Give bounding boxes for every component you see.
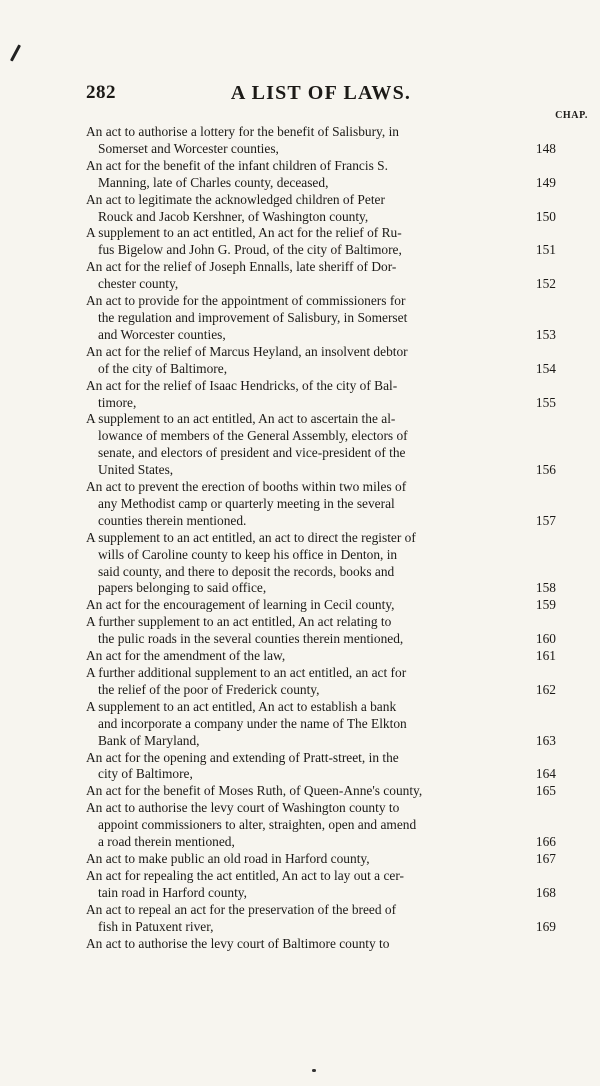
law-entry — [86, 377, 556, 412]
law-entry-continuation: appoint commissioners to alter, straighten, open and amend — [98, 817, 417, 833]
law-entry-continuation: and incorporate a company under the name of The Elkton — [98, 715, 407, 731]
law-entry — [86, 479, 556, 530]
law-entry-continuation: chester county, — [98, 276, 179, 292]
law-entry-text: An act to make public an old road in Harford county, — [86, 850, 370, 866]
chapter-number: 167 — [535, 850, 556, 866]
law-entry — [86, 529, 556, 598]
chapter-number: 161 — [535, 648, 556, 664]
law-entry — [86, 936, 546, 953]
chapter-number: 149 — [535, 174, 556, 190]
page-header — [86, 82, 556, 108]
law-entry-continuation: Bank of Maryland, — [98, 732, 200, 748]
law-entry — [86, 343, 556, 378]
law-entry — [86, 225, 556, 259]
law-entry-text: An act to authorise the levy court of Baltimore county to — [86, 935, 390, 951]
law-entry-text: An act for the benefit of the infant children of Francis S. — [86, 157, 388, 173]
law-entry — [86, 293, 556, 344]
law-entry-continuation: fus Bigelow and John G. Proud, of the city of Baltimore, — [98, 242, 402, 258]
law-entry-text: A further supplement to an act entitled, An act relating to — [86, 614, 392, 630]
law-entry-continuation: counties therein mentioned. — [98, 512, 247, 528]
law-entry-text: An act for the encouragement of learning in Cecil county, — [86, 597, 395, 613]
chapter-number: 154 — [535, 360, 556, 376]
law-entry-text: A supplement to an act entitled, An act to establish a bank — [86, 698, 397, 714]
chapter-number: 158 — [535, 580, 556, 596]
chapter-number: 162 — [535, 681, 556, 697]
law-entry-text: An act for the opening and extending of Pratt-street, in the — [86, 749, 399, 765]
law-entry-text: An act to authorise the levy court of Washington county to — [86, 800, 400, 816]
law-entry-continuation: the relief of the poor of Frederick county, — [98, 681, 320, 697]
law-entry — [86, 850, 556, 868]
law-entry — [86, 191, 556, 226]
chapter-number: 166 — [535, 834, 556, 850]
law-entry-text: An act to legitimate the acknowledged children of Peter — [86, 191, 385, 207]
law-entry — [86, 259, 556, 293]
chapter-number: 165 — [535, 783, 556, 799]
law-entry-continuation: tain road in Harford county, — [98, 884, 247, 900]
law-entry-text: An act for the relief of Marcus Heyland, an insolvent debtor — [86, 343, 408, 359]
page-number: 282 — [86, 82, 116, 103]
law-entry-text: An act for the amendment of the law, — [86, 648, 286, 664]
law-entry — [86, 597, 556, 614]
law-entry — [86, 800, 556, 851]
law-entry-continuation: the regulation and improvement of Salisbury, in Somerset — [98, 309, 408, 325]
law-entry-text: A supplement to an act entitled, An act to ascertain the al- — [86, 411, 396, 427]
law-entry-continuation: the pulic roads in the several counties therein mentioned, — [98, 631, 404, 647]
law-entry-continuation: papers belonging to said office, — [98, 580, 267, 596]
chapter-number: 153 — [535, 326, 556, 342]
chapter-number: 156 — [535, 462, 556, 478]
law-entry-continuation: of the city of Baltimore, — [98, 360, 228, 376]
law-entry-text: An act for the relief of Joseph Ennalls, late sheriff of Dor- — [86, 259, 397, 275]
law-entry-text: An act for the benefit of Moses Ruth, of Queen-Anne's county, — [86, 783, 423, 799]
law-entry-text: A supplement to an act entitled, an act to direct the register of — [86, 529, 416, 545]
law-entry — [86, 749, 556, 784]
chapter-number: 163 — [535, 732, 556, 748]
page-title: A LIST OF LAWS. — [230, 82, 412, 104]
chapter-number: 160 — [535, 631, 556, 647]
chapter-number: 148 — [535, 140, 556, 156]
law-entry-continuation: United States, — [98, 462, 174, 478]
law-entry-continuation: and Worcester counties, — [98, 326, 226, 342]
law-entry — [86, 665, 556, 699]
law-entry — [86, 614, 556, 648]
chapter-number: 152 — [535, 276, 556, 292]
law-entry — [86, 157, 556, 192]
law-entry-continuation: senate, and electors of president and vice-president of the — [98, 445, 406, 461]
law-entry-text: An act for the relief of Isaac Hendricks, of the city of Bal- — [86, 377, 398, 393]
law-entry-continuation: a road therein mentioned, — [98, 834, 235, 850]
law-entry-continuation: Manning, late of Charles county, deceased, — [98, 174, 329, 190]
chapter-number: 168 — [535, 884, 556, 900]
law-entry — [86, 867, 556, 902]
law-entry — [86, 698, 556, 750]
law-entry-continuation: city of Baltimore, — [98, 766, 193, 782]
chapter-number: 150 — [535, 208, 556, 224]
law-entry-text: An act to repeal an act for the preservation of the breed of — [86, 901, 397, 917]
law-entry-continuation: Rouck and Jacob Kershner, of Washington county, — [98, 208, 369, 224]
law-entry-text: A further additional supplement to an act entitled, an act for — [86, 665, 407, 680]
law-entry-continuation: Somerset and Worcester counties, — [98, 140, 279, 156]
law-entry — [86, 124, 556, 158]
law-entry — [86, 901, 556, 936]
law-list — [86, 124, 556, 952]
law-entry — [86, 648, 556, 665]
law-entry-continuation: lowance of members of the General Assembly, electors of — [98, 428, 408, 444]
chapter-number: 169 — [535, 918, 556, 934]
law-entry-continuation: fish in Patuxent river, — [98, 918, 214, 934]
law-entry-text: An act to provide for the appointment of commissioners for — [86, 293, 406, 309]
chapter-number: 151 — [535, 242, 556, 258]
ink-speck — [312, 1069, 316, 1072]
chapter-number: 157 — [535, 512, 556, 528]
law-entry-text: A supplement to an act entitled, An act for the relief of Ru- — [86, 225, 402, 241]
law-entry-continuation: timore, — [98, 394, 137, 410]
law-entry-text: An act to prevent the erection of booths within two miles of — [86, 479, 407, 495]
chapter-column-header: CHAP. — [555, 110, 588, 121]
chapter-number: 155 — [535, 394, 556, 410]
law-entry-text: An act to authorise a lottery for the benefit of Salisbury, in — [86, 124, 399, 139]
law-entry-text: An act for repealing the act entitled, An act to lay out a cer- — [86, 867, 404, 883]
chapter-number: 159 — [535, 597, 556, 613]
law-entry-continuation: said county, and there to deposit the records, books and — [98, 563, 395, 579]
law-entry-continuation: wills of Caroline county to keep his office in Denton, in — [98, 546, 398, 562]
chapter-number: 164 — [535, 766, 556, 782]
law-entry — [86, 783, 556, 800]
law-entry-continuation: any Methodist camp or quarterly meeting in the several — [98, 495, 395, 511]
ink-mark — [10, 44, 21, 61]
law-entry — [86, 411, 556, 479]
